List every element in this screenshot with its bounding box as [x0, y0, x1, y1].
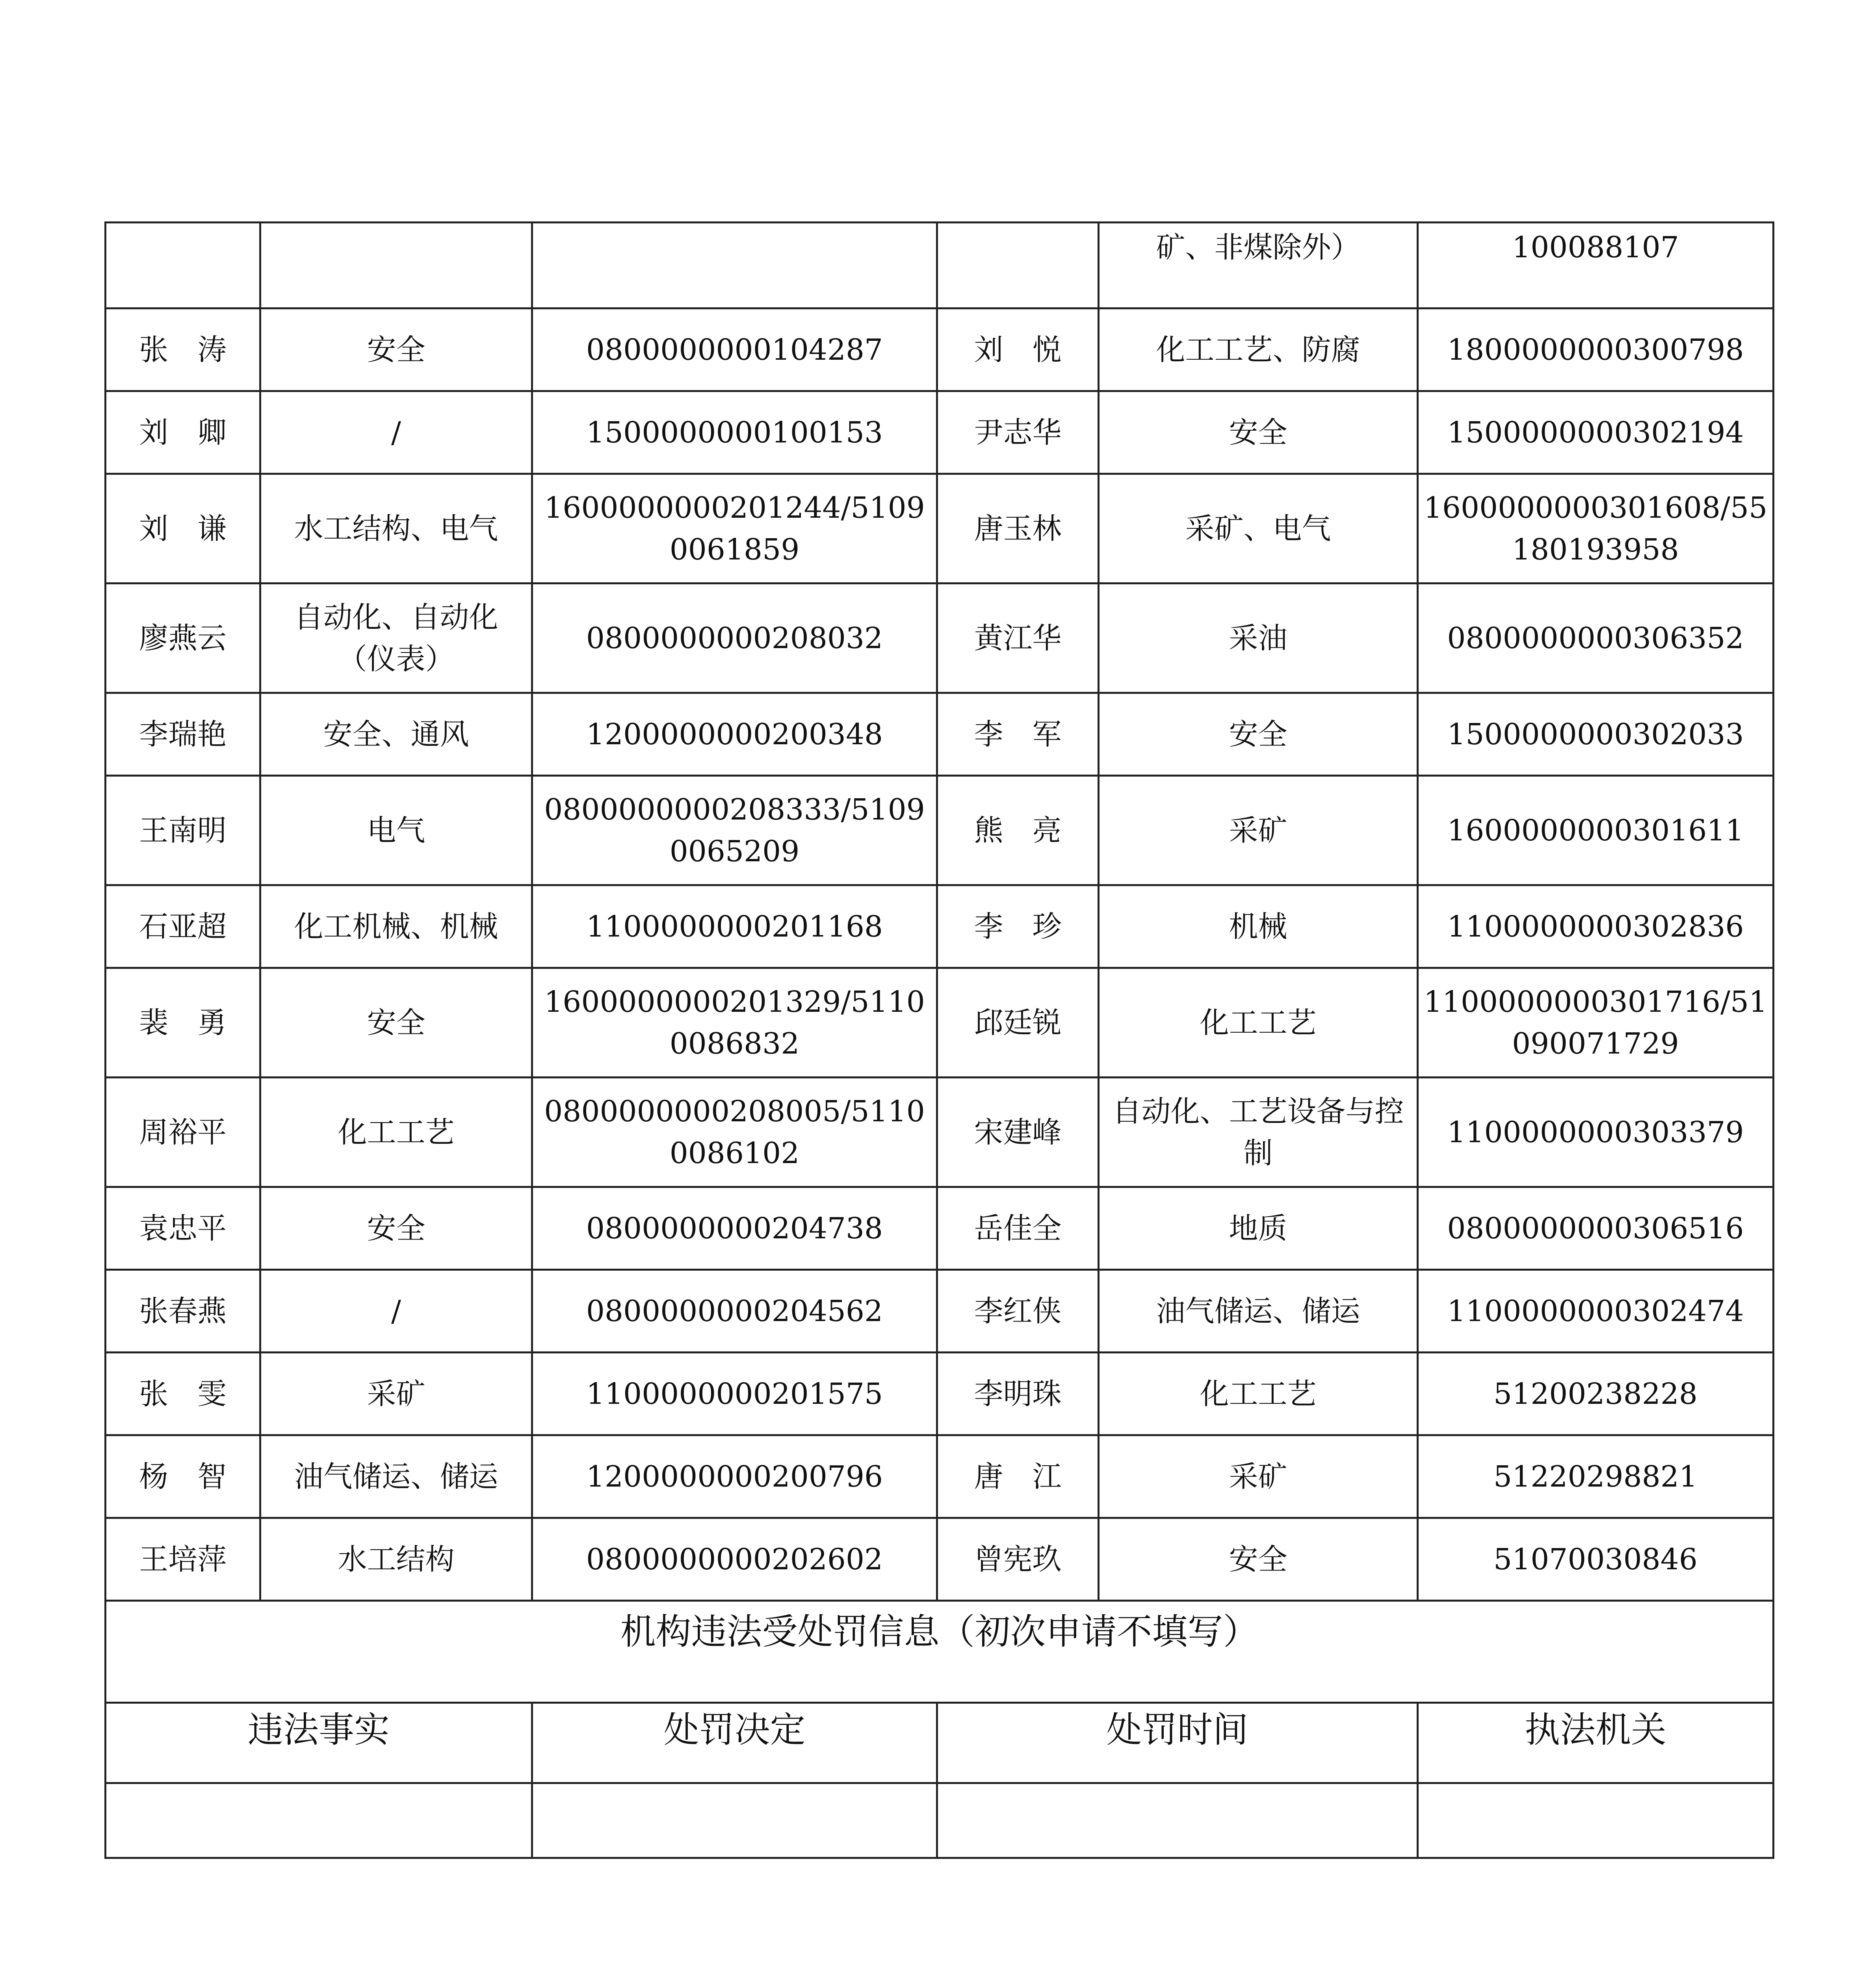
- cert-cell: 1500000000100153: [532, 391, 937, 474]
- cert-cell: 51200238228: [1418, 1353, 1774, 1435]
- cert-cell: 1100000000301716/51090071729: [1418, 968, 1774, 1078]
- major-cell: 机械: [1099, 885, 1418, 968]
- expert-name-cell: 唐 江: [937, 1435, 1099, 1518]
- cert-cell: 0800000000202602: [532, 1518, 937, 1601]
- cell-empty: [937, 223, 1099, 309]
- major-cell: 电气: [260, 776, 532, 885]
- major-cell: 安全: [260, 309, 532, 391]
- table-row: [106, 1187, 1774, 1270]
- cell-empty: [106, 223, 260, 309]
- cert-cell: 100088107: [1418, 223, 1774, 309]
- major-cell: /: [260, 391, 532, 474]
- expert-name-cell: 尹志华: [937, 391, 1099, 474]
- major-cell: 地质: [1099, 1187, 1418, 1270]
- table-row: [106, 391, 1774, 474]
- table-row: [106, 223, 1774, 309]
- expert-name-cell: 岳佳全: [937, 1187, 1099, 1270]
- expert-name-cell: 熊 亮: [937, 776, 1099, 885]
- expert-table: [104, 221, 1774, 1859]
- expert-name-cell: 黄江华: [937, 584, 1099, 693]
- major-cell: 采矿、电气: [1099, 474, 1418, 584]
- expert-and-penalty-table-wrapper: [104, 221, 1772, 1859]
- expert-name-cell: 李瑞艳: [106, 693, 260, 776]
- major-cell: 化工工艺: [1099, 968, 1418, 1078]
- cert-cell: 1100000000201168: [532, 885, 937, 968]
- penalty-authority-cell[interactable]: [1418, 1783, 1774, 1858]
- penalty-header-decision: 处罚决定: [532, 1703, 937, 1783]
- cert-cell: 0800000000208005/51100086102: [532, 1078, 937, 1187]
- cert-cell: 0800000000204562: [532, 1270, 937, 1353]
- table-row: [106, 776, 1774, 885]
- cert-cell: 1600000000201244/51090061859: [532, 474, 937, 584]
- cert-cell: 0800000000104287: [532, 309, 937, 391]
- cert-cell: 51220298821: [1418, 1435, 1774, 1518]
- penalty-decision-cell[interactable]: [532, 1783, 937, 1858]
- expert-name-cell: 张 涛: [106, 309, 260, 391]
- cert-cell: 1100000000302474: [1418, 1270, 1774, 1353]
- expert-name-cell: 周裕平: [106, 1078, 260, 1187]
- cert-cell: 1500000000302033: [1418, 693, 1774, 776]
- major-cell: 化工工艺: [260, 1078, 532, 1187]
- table-row: [106, 693, 1774, 776]
- major-cell: 安全: [1099, 693, 1418, 776]
- expert-name-cell: 李 军: [937, 693, 1099, 776]
- expert-name-cell: 王南明: [106, 776, 260, 885]
- cert-cell: 0800000000306516: [1418, 1187, 1774, 1270]
- expert-name-cell: 邱廷锐: [937, 968, 1099, 1078]
- expert-name-cell: 裴 勇: [106, 968, 260, 1078]
- cell-empty: [260, 223, 532, 309]
- table-row: [106, 885, 1774, 968]
- expert-name-cell: 李红侠: [937, 1270, 1099, 1353]
- cert-cell: 1600000000301611: [1418, 776, 1774, 885]
- table-row: [106, 474, 1774, 584]
- major-cell: 安全、通风: [260, 693, 532, 776]
- cert-cell: 0800000000204738: [532, 1187, 937, 1270]
- table-row: [106, 1435, 1774, 1518]
- expert-name-cell: 李明珠: [937, 1353, 1099, 1435]
- expert-rows: [106, 223, 1774, 1601]
- cert-cell: 1200000000200348: [532, 693, 937, 776]
- major-cell: 化工工艺、防腐: [1099, 309, 1418, 391]
- expert-name-cell: 王培萍: [106, 1518, 260, 1601]
- expert-name-cell: 唐玉林: [937, 474, 1099, 584]
- major-cell: 水工结构、电气: [260, 474, 532, 584]
- cert-cell: 1500000000302194: [1418, 391, 1774, 474]
- cert-cell: 1100000000302836: [1418, 885, 1774, 968]
- expert-name-cell: 李 珍: [937, 885, 1099, 968]
- expert-name-cell: 曾宪玖: [937, 1518, 1099, 1601]
- penalty-header-fact: 违法事实: [106, 1703, 532, 1783]
- table-row: [106, 309, 1774, 391]
- table-row: [106, 1353, 1774, 1435]
- major-cell: 安全: [260, 968, 532, 1078]
- table-row: [106, 1078, 1774, 1187]
- major-cell: 水工结构: [260, 1518, 532, 1601]
- penalty-title: 机构违法受处罚信息（初次申请不填写）: [106, 1601, 1774, 1703]
- major-cell: 油气储运、储运: [260, 1435, 532, 1518]
- cell-empty: [532, 223, 937, 309]
- major-cell: 安全: [260, 1187, 532, 1270]
- expert-name-cell: 杨 智: [106, 1435, 260, 1518]
- major-cell: 采油: [1099, 584, 1418, 693]
- cert-cell: 1600000000301608/55180193958: [1418, 474, 1774, 584]
- penalty-time-cell[interactable]: [937, 1783, 1418, 1858]
- table-row: [106, 968, 1774, 1078]
- major-cell: 安全: [1099, 1518, 1418, 1601]
- cert-cell: 0800000000306352: [1418, 584, 1774, 693]
- cert-cell: 1100000000201575: [532, 1353, 937, 1435]
- expert-name-cell: 刘 卿: [106, 391, 260, 474]
- major-cell: /: [260, 1270, 532, 1353]
- expert-name-cell: 刘 谦: [106, 474, 260, 584]
- major-cell: 矿、非煤除外）: [1099, 223, 1418, 309]
- table-row: [106, 1270, 1774, 1353]
- expert-name-cell: 石亚超: [106, 885, 260, 968]
- major-cell: 采矿: [1099, 776, 1418, 885]
- major-cell: 安全: [1099, 391, 1418, 474]
- penalty-empty-row: [106, 1783, 1774, 1858]
- expert-name-cell: 刘 悦: [937, 309, 1099, 391]
- penalty-header-row: [106, 1703, 1774, 1783]
- expert-name-cell: 张 雯: [106, 1353, 260, 1435]
- cert-cell: 0800000000208032: [532, 584, 937, 693]
- major-cell: 油气储运、储运: [1099, 1270, 1418, 1353]
- cert-cell: 1100000000303379: [1418, 1078, 1774, 1187]
- penalty-header-time: 处罚时间: [937, 1703, 1418, 1783]
- cert-cell: 1200000000200796: [532, 1435, 937, 1518]
- penalty-title-row: [106, 1601, 1774, 1703]
- expert-name-cell: 宋建峰: [937, 1078, 1099, 1187]
- major-cell: 化工机械、机械: [260, 885, 532, 968]
- major-cell: 采矿: [1099, 1435, 1418, 1518]
- penalty-header-authority: 执法机关: [1418, 1703, 1774, 1783]
- penalty-fact-cell[interactable]: [106, 1783, 532, 1858]
- table-row: [106, 1518, 1774, 1601]
- major-cell: 采矿: [260, 1353, 532, 1435]
- penalty-section: [106, 1601, 1774, 1858]
- expert-name-cell: 张春燕: [106, 1270, 260, 1353]
- major-cell: 化工工艺: [1099, 1353, 1418, 1435]
- cert-cell: 51070030846: [1418, 1518, 1774, 1601]
- table-row: [106, 584, 1774, 693]
- expert-name-cell: 袁忠平: [106, 1187, 260, 1270]
- cert-cell: 0800000000208333/51090065209: [532, 776, 937, 885]
- major-cell: 自动化、工艺设备与控制: [1099, 1078, 1418, 1187]
- cert-cell: 1800000000300798: [1418, 309, 1774, 391]
- major-cell: 自动化、自动化（仪表）: [260, 584, 532, 693]
- cert-cell: 1600000000201329/51100086832: [532, 968, 937, 1078]
- expert-name-cell: 廖燕云: [106, 584, 260, 693]
